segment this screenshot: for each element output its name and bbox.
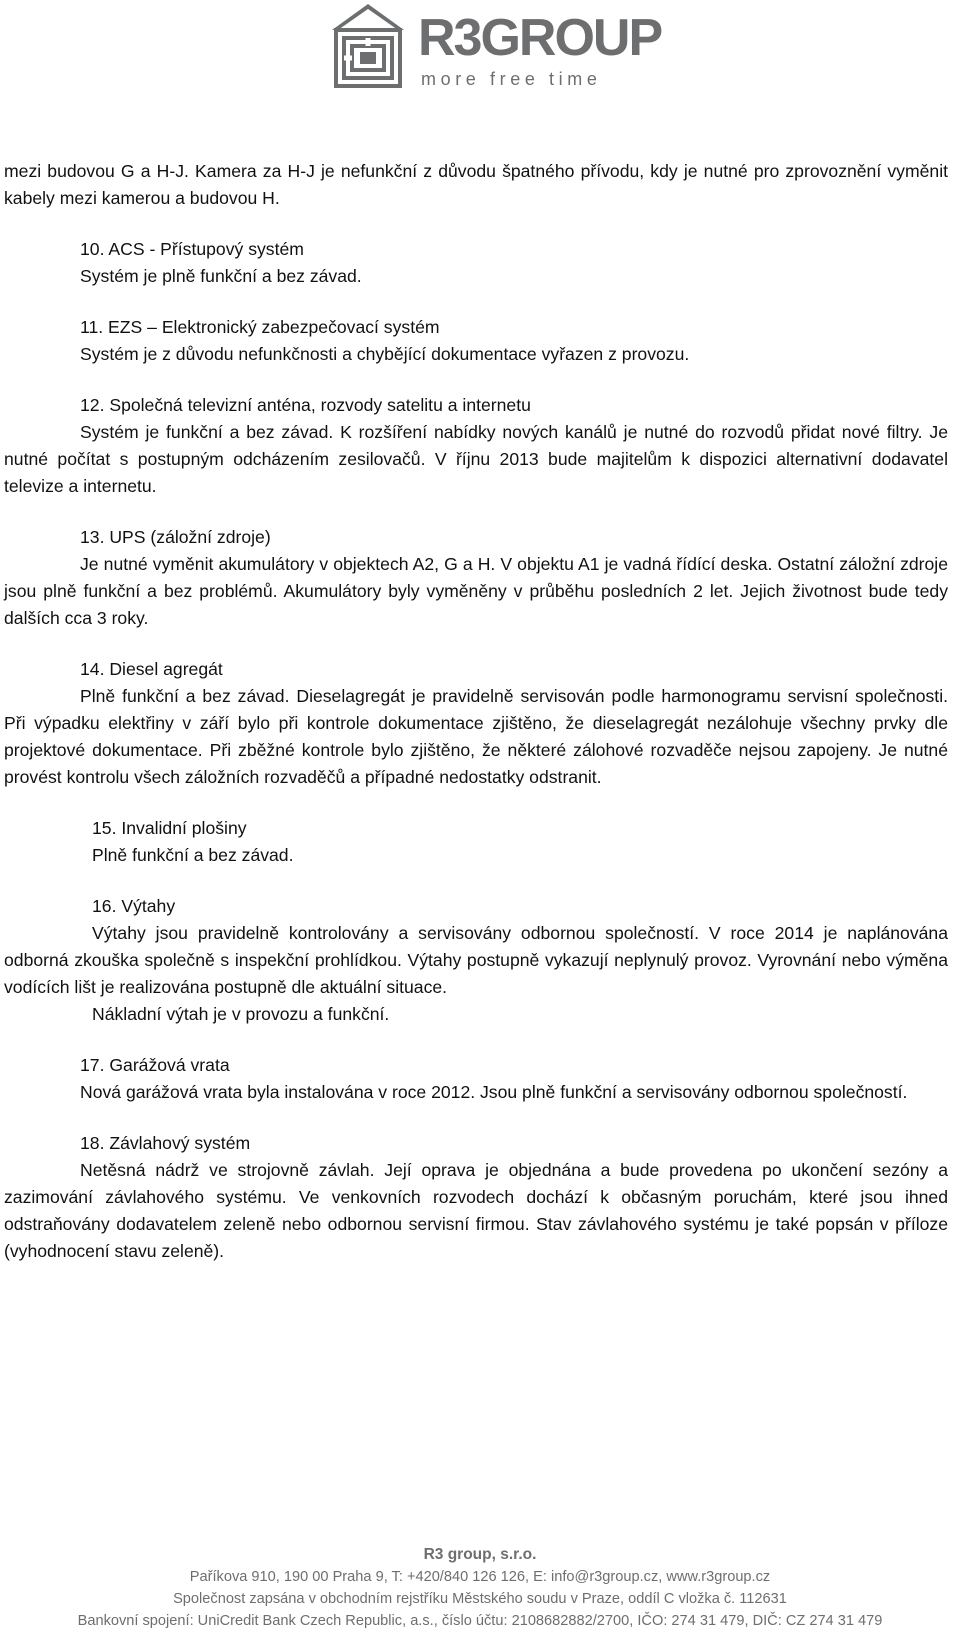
logo-tagline: more free time — [421, 69, 602, 89]
section-body: Systém je z důvodu nefunkčnosti a chybějící dokumentace vyřazen z provozu. — [80, 344, 690, 364]
footer-address: Paříkova 910, 190 00 Praha 9, T: +420/840 126 126, E: info@r3group.cz, www.r3group.cz — [189, 1569, 771, 1585]
section-body: Netěsná nádrž ve strojovně závlah. Její oprava je objednána a bude provedena po ukončení sezóny a zazimování závlahového systému. Ve venkovních rozvodech dochází k občasným poruchám, které jsou ihned odstraňovány dodavatelem zeleně nebo odbornou servisní firmou. Stav závlahového systému je také popsán v příloze (vyhodnocení stavu zeleně). — [4, 1160, 948, 1261]
section-elevators — [4, 893, 948, 1028]
section-heading: 14. Diesel agregát — [80, 659, 223, 679]
section-body-extra: Nákladní výtah je v provozu a funkční. — [92, 1004, 390, 1024]
section-body: Systém je plně funkční a bez závad. — [80, 266, 362, 286]
section-heading: 12. Společná televizní anténa, rozvody satelitu a internetu — [80, 395, 531, 415]
section-heading: 13. UPS (záložní zdroje) — [80, 527, 271, 547]
page-footer — [0, 1544, 960, 1632]
section-acs — [4, 236, 948, 290]
footer-registry: Společnost zapsána v obchodním rejstříku Městského soudu v Praze, oddíl C vložka č. 112631 — [173, 1591, 787, 1607]
section-heading: 16. Výtahy — [92, 896, 176, 916]
section-ezs — [4, 314, 948, 368]
section-antenna — [4, 392, 948, 500]
logo-wordmark: R3GROUP — [418, 9, 662, 67]
section-body: Plně funkční a bez závad. Dieselagregát je pravidelně servisován podle harmonogramu servisní společnosti. Při výpadku elektřiny v září bylo při kontrole dokumentace zjištěno, že dieselagregát nezálohuje všechny prvky dle projektové dokumentace. Při zběžné kontrole bylo zjištěno, že některé zálohové rozvaděče nejsou zapojeny. Je nutné provést kontrolu všech záložních rozvaděčů a případné nedostatky odstranit. — [4, 686, 948, 787]
section-ups — [4, 524, 948, 632]
section-body: Systém je funkční a bez závad. K rozšíření nabídky nových kanálů je nutné do rozvodů přidat nové filtry. Je nutné počítat s postupným odcházením zesilovačů. V říjnu 2013 bude majitelům k dispozici alternativní dodavatel televize a internetu. — [4, 422, 948, 496]
section-heading: 18. Závlahový systém — [80, 1133, 251, 1153]
company-logo — [328, 0, 662, 92]
section-body: Je nutné vyměnit akumulátory v objektech A2, G a H. V objektu A1 je vadná řídící deska. Ostatní záložní zdroje jsou plně funkční a bez problémů. Akumulátory byly vyměněny v průběhu posledních 2 let. Jejich životnost bude tedy dalších cca 3 roky. — [4, 554, 948, 628]
section-heading: 10. ACS - Přístupový systém — [80, 239, 304, 259]
section-platforms — [4, 815, 948, 869]
section-irrigation — [4, 1130, 948, 1265]
section-heading: 11. EZS – Elektronický zabezpečovací systém — [80, 317, 440, 337]
section-heading: 17. Garážová vrata — [80, 1055, 230, 1075]
section-heading: 15. Invalidní plošiny — [92, 818, 247, 838]
footer-company: R3 group, s.r.o. — [423, 1546, 537, 1563]
footer-bank: Bankovní spojení: UniCredit Bank Czech Republic, a.s., číslo účtu: 2108682882/2700, IČO: 274 31 479, DIČ: CZ 274 31 479 — [77, 1613, 883, 1629]
section-diesel — [4, 656, 948, 791]
section-garage — [4, 1052, 948, 1106]
intro-paragraph: mezi budovou G a H-J. Kamera za H-J je nefunkční z důvodu špatného přívodu, kdy je nutné pro zprovoznění vyměnit kabely mezi kamerou a budovou H. — [4, 161, 948, 208]
section-body: Výtahy jsou pravidelně kontrolovány a servisovány odbornou společností. V roce 2014 je naplánována odborná zkouška společně s inspekční prohlídkou. Výtahy postupně vykazují neplynulý provoz. Vyrovnání nebo výměna vodících lišt je realizována postupně dle aktuální situace. — [4, 923, 948, 997]
logo-mark-icon — [328, 0, 408, 90]
document-body — [4, 158, 948, 1265]
section-body: Nová garážová vrata byla instalována v roce 2012. Jsou plně funkční a servisovány odbornou společností. — [80, 1082, 908, 1102]
section-body: Plně funkční a bez závad. — [92, 845, 294, 865]
